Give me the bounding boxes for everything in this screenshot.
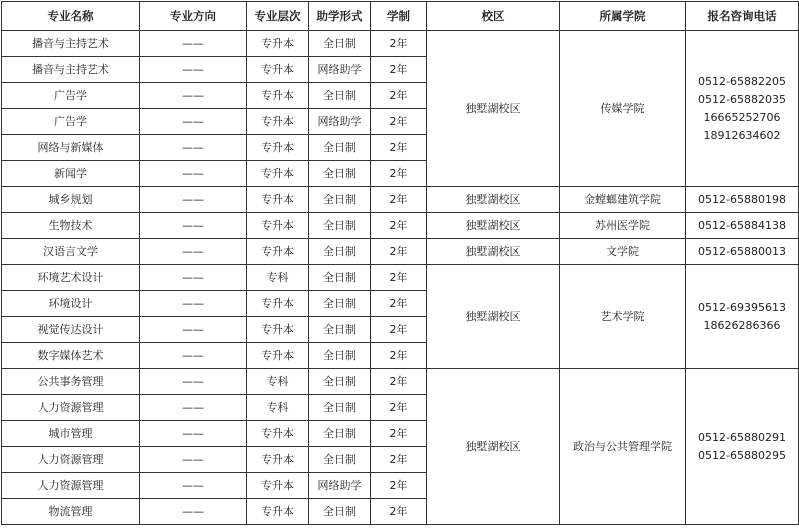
- direction-cell: ——: [140, 161, 247, 187]
- major-name-cell: 数字媒体艺术: [2, 343, 140, 369]
- study-form-cell: 全日制: [309, 447, 371, 473]
- college-cell: 金螳螂建筑学院: [560, 187, 686, 213]
- study-form-cell: 全日制: [309, 187, 371, 213]
- major-name-cell: 生物技术: [2, 213, 140, 239]
- major-name-cell: 视觉传达设计: [2, 317, 140, 343]
- direction-cell: ——: [140, 135, 247, 161]
- level-cell: 专升本: [247, 343, 309, 369]
- table-row: [2, 369, 799, 395]
- direction-cell: ——: [140, 57, 247, 83]
- campus-cell: 独墅湖校区: [427, 213, 560, 239]
- duration-cell: 2年: [371, 83, 427, 109]
- college-cell: 艺术学院: [560, 265, 686, 369]
- college-cell: 文学院: [560, 239, 686, 265]
- header-campus: 校区: [427, 2, 560, 31]
- study-form-cell: 全日制: [309, 239, 371, 265]
- level-cell: 专科: [247, 369, 309, 395]
- level-cell: 专升本: [247, 57, 309, 83]
- direction-cell: ——: [140, 395, 247, 421]
- study-form-cell: 全日制: [309, 317, 371, 343]
- phone-number: 18626286366: [703, 318, 781, 332]
- direction-cell: ——: [140, 499, 247, 525]
- duration-cell: 2年: [371, 291, 427, 317]
- direction-cell: ——: [140, 291, 247, 317]
- duration-cell: 2年: [371, 499, 427, 525]
- study-form-cell: 全日制: [309, 213, 371, 239]
- level-cell: 专科: [247, 265, 309, 291]
- level-cell: 专升本: [247, 31, 309, 57]
- header-direction: 专业方向: [140, 2, 247, 31]
- table-row: [2, 31, 799, 57]
- college-cell: 政治与公共管理学院: [560, 369, 686, 525]
- header-college: 所属学院: [560, 2, 686, 31]
- header-major-name: 专业名称: [2, 2, 140, 31]
- duration-cell: 2年: [371, 31, 427, 57]
- phone-number: 0512-65880013: [698, 244, 786, 258]
- direction-cell: ——: [140, 447, 247, 473]
- phone-cell: [686, 239, 799, 265]
- major-name-cell: 公共事务管理: [2, 369, 140, 395]
- study-form-cell: 全日制: [309, 421, 371, 447]
- level-cell: 专升本: [247, 213, 309, 239]
- phone-cell: [686, 265, 799, 369]
- phone-number: 0512-65880295: [698, 448, 786, 462]
- major-name-cell: 人力资源管理: [2, 395, 140, 421]
- phone-number: 0512-69395613: [698, 300, 786, 314]
- level-cell: 专升本: [247, 421, 309, 447]
- duration-cell: 2年: [371, 265, 427, 291]
- level-cell: 专升本: [247, 83, 309, 109]
- major-name-cell: 广告学: [2, 83, 140, 109]
- phone-number: 0512-65882205: [698, 74, 786, 88]
- direction-cell: ——: [140, 83, 247, 109]
- major-name-cell: 人力资源管理: [2, 447, 140, 473]
- major-name-cell: 环境设计: [2, 291, 140, 317]
- header-level: 专业层次: [247, 2, 309, 31]
- direction-cell: ——: [140, 343, 247, 369]
- level-cell: 专升本: [247, 291, 309, 317]
- study-form-cell: 网络助学: [309, 473, 371, 499]
- header-phone: 报名咨询电话: [686, 2, 799, 31]
- duration-cell: 2年: [371, 421, 427, 447]
- header-row: [2, 2, 799, 31]
- level-cell: 专升本: [247, 499, 309, 525]
- duration-cell: 2年: [371, 473, 427, 499]
- duration-cell: 2年: [371, 395, 427, 421]
- level-cell: 专升本: [247, 317, 309, 343]
- level-cell: 专升本: [247, 447, 309, 473]
- phone-number: 0512-65880291: [698, 430, 786, 444]
- duration-cell: 2年: [371, 109, 427, 135]
- table-row: [2, 265, 799, 291]
- major-name-cell: 新闻学: [2, 161, 140, 187]
- phone-number: 0512-65884138: [698, 218, 786, 232]
- table-row: [2, 239, 799, 265]
- direction-cell: ——: [140, 317, 247, 343]
- level-cell: 专升本: [247, 187, 309, 213]
- direction-cell: ——: [140, 187, 247, 213]
- direction-cell: ——: [140, 421, 247, 447]
- phone-cell: [686, 31, 799, 187]
- phone-number: 18912634602: [703, 128, 781, 142]
- enrollment-table: [1, 1, 799, 525]
- duration-cell: 2年: [371, 343, 427, 369]
- level-cell: 专科: [247, 395, 309, 421]
- study-form-cell: 全日制: [309, 31, 371, 57]
- study-form-cell: 全日制: [309, 343, 371, 369]
- level-cell: 专升本: [247, 161, 309, 187]
- direction-cell: ——: [140, 213, 247, 239]
- direction-cell: ——: [140, 239, 247, 265]
- duration-cell: 2年: [371, 135, 427, 161]
- duration-cell: 2年: [371, 239, 427, 265]
- campus-cell: 独墅湖校区: [427, 239, 560, 265]
- major-name-cell: 汉语言文学: [2, 239, 140, 265]
- level-cell: 专升本: [247, 473, 309, 499]
- major-name-cell: 城乡规划: [2, 187, 140, 213]
- duration-cell: 2年: [371, 317, 427, 343]
- duration-cell: 2年: [371, 187, 427, 213]
- campus-cell: 独墅湖校区: [427, 265, 560, 369]
- header-study-form: 助学形式: [309, 2, 371, 31]
- campus-cell: 独墅湖校区: [427, 31, 560, 187]
- study-form-cell: 全日制: [309, 291, 371, 317]
- duration-cell: 2年: [371, 369, 427, 395]
- table-row: [2, 187, 799, 213]
- direction-cell: ——: [140, 265, 247, 291]
- study-form-cell: 全日制: [309, 499, 371, 525]
- duration-cell: 2年: [371, 161, 427, 187]
- college-cell: 传媒学院: [560, 31, 686, 187]
- direction-cell: ——: [140, 109, 247, 135]
- level-cell: 专升本: [247, 109, 309, 135]
- major-name-cell: 播音与主持艺术: [2, 31, 140, 57]
- major-name-cell: 广告学: [2, 109, 140, 135]
- level-cell: 专升本: [247, 135, 309, 161]
- duration-cell: 2年: [371, 213, 427, 239]
- direction-cell: ——: [140, 473, 247, 499]
- study-form-cell: 全日制: [309, 265, 371, 291]
- campus-cell: 独墅湖校区: [427, 187, 560, 213]
- major-name-cell: 网络与新媒体: [2, 135, 140, 161]
- major-name-cell: 城市管理: [2, 421, 140, 447]
- level-cell: 专升本: [247, 239, 309, 265]
- study-form-cell: 网络助学: [309, 109, 371, 135]
- major-name-cell: 播音与主持艺术: [2, 57, 140, 83]
- study-form-cell: 全日制: [309, 395, 371, 421]
- phone-number: 0512-65880198: [698, 192, 786, 206]
- study-form-cell: 全日制: [309, 135, 371, 161]
- duration-cell: 2年: [371, 57, 427, 83]
- direction-cell: ——: [140, 369, 247, 395]
- phone-cell: [686, 187, 799, 213]
- study-form-cell: 全日制: [309, 369, 371, 395]
- major-name-cell: 人力资源管理: [2, 473, 140, 499]
- study-form-cell: 网络助学: [309, 57, 371, 83]
- study-form-cell: 全日制: [309, 161, 371, 187]
- phone-number: 16665252706: [703, 110, 781, 124]
- direction-cell: ——: [140, 31, 247, 57]
- phone-cell: [686, 369, 799, 525]
- campus-cell: 独墅湖校区: [427, 369, 560, 525]
- header-duration: 学制: [371, 2, 427, 31]
- college-cell: 苏州医学院: [560, 213, 686, 239]
- duration-cell: 2年: [371, 447, 427, 473]
- major-name-cell: 物流管理: [2, 499, 140, 525]
- study-form-cell: 全日制: [309, 83, 371, 109]
- major-name-cell: 环境艺术设计: [2, 265, 140, 291]
- table-row: [2, 213, 799, 239]
- phone-cell: [686, 213, 799, 239]
- phone-number: 0512-65882035: [698, 92, 786, 106]
